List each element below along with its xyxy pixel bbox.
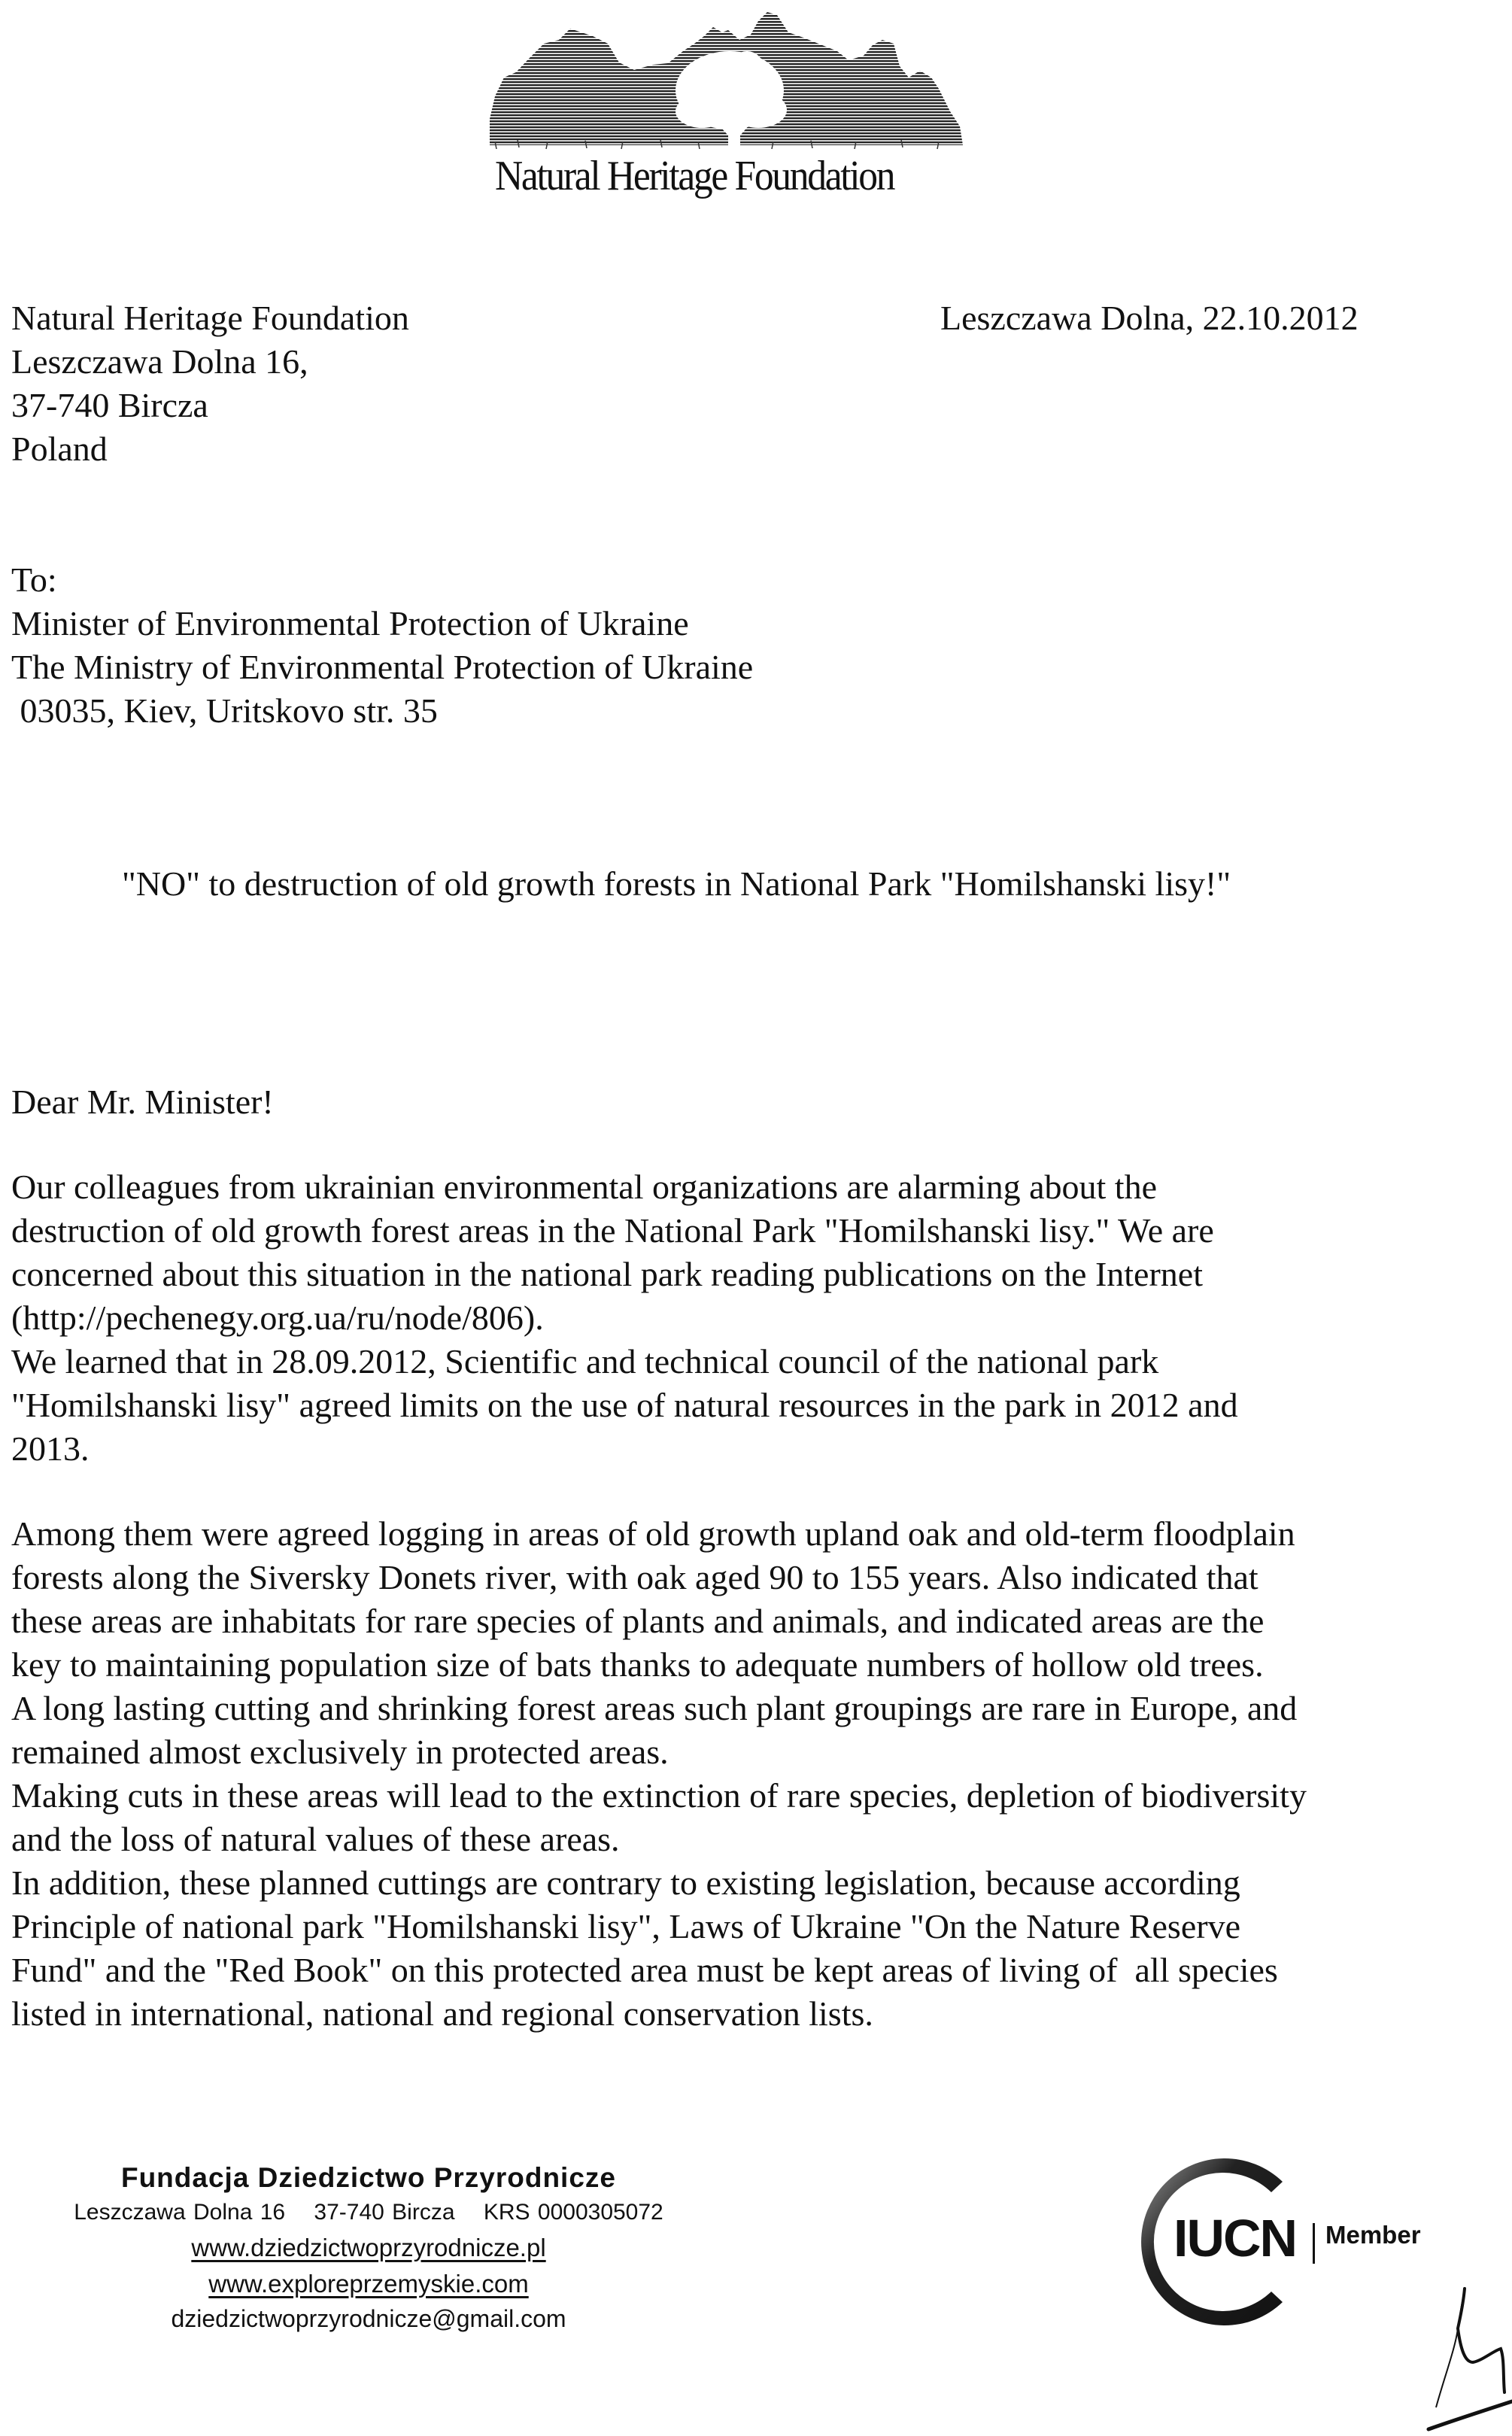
paragraph-line: In addition, these planned cuttings are contrary to existing legislation, because according: [11, 1863, 1240, 1902]
paragraph-line: remained almost exclusively in protected areas.: [11, 1733, 669, 1771]
paragraph-line: these areas are inhabitats for rare species of plants and animals, and indicated areas are the: [11, 1602, 1265, 1640]
paragraph-line: 2013.: [11, 1429, 90, 1468]
letter-subject: "NO" to destruction of old growth forests in National Park "Homilshanski lisy!": [122, 864, 1231, 903]
paragraph-line: destruction of old growth forest areas in the National Park "Homilshanski lisy." We are: [11, 1211, 1214, 1250]
recipient-line: 03035, Kiev, Uritskovo str. 35: [11, 691, 438, 730]
paragraph-line: (http://pechenegy.org.ua/ru/node/806).: [11, 1298, 544, 1337]
recipient-line: The Ministry of Environmental Protection of Ukraine: [11, 648, 754, 686]
paragraph-line: We learned that in 28.09.2012, Scientific and technical council of the national park: [11, 1342, 1159, 1381]
footer-street: Leszczawa Dolna 16: [74, 2200, 286, 2225]
iucn-member-label: Member: [1325, 2221, 1421, 2249]
paragraph-line: forests along the Siversky Donets river, with oak aged 90 to 155 years. Also indicated that: [11, 1558, 1258, 1596]
sender-line: 37-740 Bircza: [11, 386, 208, 424]
iucn-divider: [1313, 2223, 1315, 2264]
website-link-explore[interactable]: www.exploreprzemyskie.com: [208, 2270, 529, 2298]
footer-krs: KRS 0000305072: [483, 2200, 663, 2225]
paragraph-line: A long lasting cutting and shrinking forest areas such plant groupings are rare in Europe, and: [11, 1689, 1298, 1727]
paragraph-line: Fund" and the "Red Book" on this protected area must be kept areas of living of all species: [11, 1951, 1278, 1989]
paragraph-line: Among them were agreed logging in areas of old growth upland oak and old-term floodplain: [11, 1514, 1295, 1553]
paragraph-line: "Homilshanski lisy" agreed limits on the use of natural resources in the park in 2012 and: [11, 1386, 1238, 1424]
paragraph-1: [11, 1165, 1238, 1471]
paragraph-line: listed in international, national and regional conservation lists.: [11, 1994, 873, 2033]
footer-org-name: Fundacja Dziedzictwo Przyrodnicze: [120, 2162, 616, 2193]
handwritten-signature-icon: [1422, 2280, 1512, 2432]
sender-line: Leszczawa Dolna 16,: [11, 342, 308, 381]
iucn-logo-text: IUCN: [1173, 2209, 1297, 2267]
iucn-member-badge: [1121, 2152, 1452, 2332]
footer-contact-block: [30, 2161, 707, 2335]
paragraph-line: and the loss of natural values of these areas.: [11, 1820, 620, 1858]
letterhead-caption: Natural Heritage Foundation: [495, 153, 894, 199]
paragraph-line: key to maintaining population size of bats thanks to adequate numbers of hollow old trees.: [11, 1645, 1264, 1684]
website-link-dziedzictwo[interactable]: www.dziedzictwoprzyrodnicze.pl: [191, 2234, 546, 2261]
footer-postal: 37-740 Bircza: [314, 2200, 455, 2225]
sender-line: Natural Heritage Foundation: [11, 299, 409, 337]
greeting: Dear Mr. Minister!: [11, 1083, 274, 1121]
footer-address: [30, 2195, 707, 2230]
letter-date: Leszczawa Dolna, 22.10.2012: [940, 299, 1359, 337]
mountains-tree-logo-icon: [487, 6, 966, 150]
footer-email: dziedzictwoprzyrodnicze@gmail.com: [171, 2305, 566, 2332]
paragraph-line: Making cuts in these areas will lead to the extinction of rare species, depletion of biodiversity: [11, 1776, 1307, 1815]
paragraph-line: concerned about this situation in the national park reading publications on the Internet: [11, 1255, 1203, 1293]
sender-address: [11, 296, 409, 471]
recipient-line: To:: [11, 560, 57, 599]
paragraph-line: Our colleagues from ukrainian environmental organizations are alarming about the: [11, 1168, 1158, 1206]
sender-line: Poland: [11, 430, 108, 468]
paragraph-2: [11, 1512, 1307, 2036]
recipient-line: Minister of Environmental Protection of Ukraine: [11, 604, 689, 642]
paragraph-line: Principle of national park "Homilshanski lisy", Laws of Ukraine "On the Nature Reserve: [11, 1907, 1240, 1945]
recipient-address: [11, 558, 753, 733]
